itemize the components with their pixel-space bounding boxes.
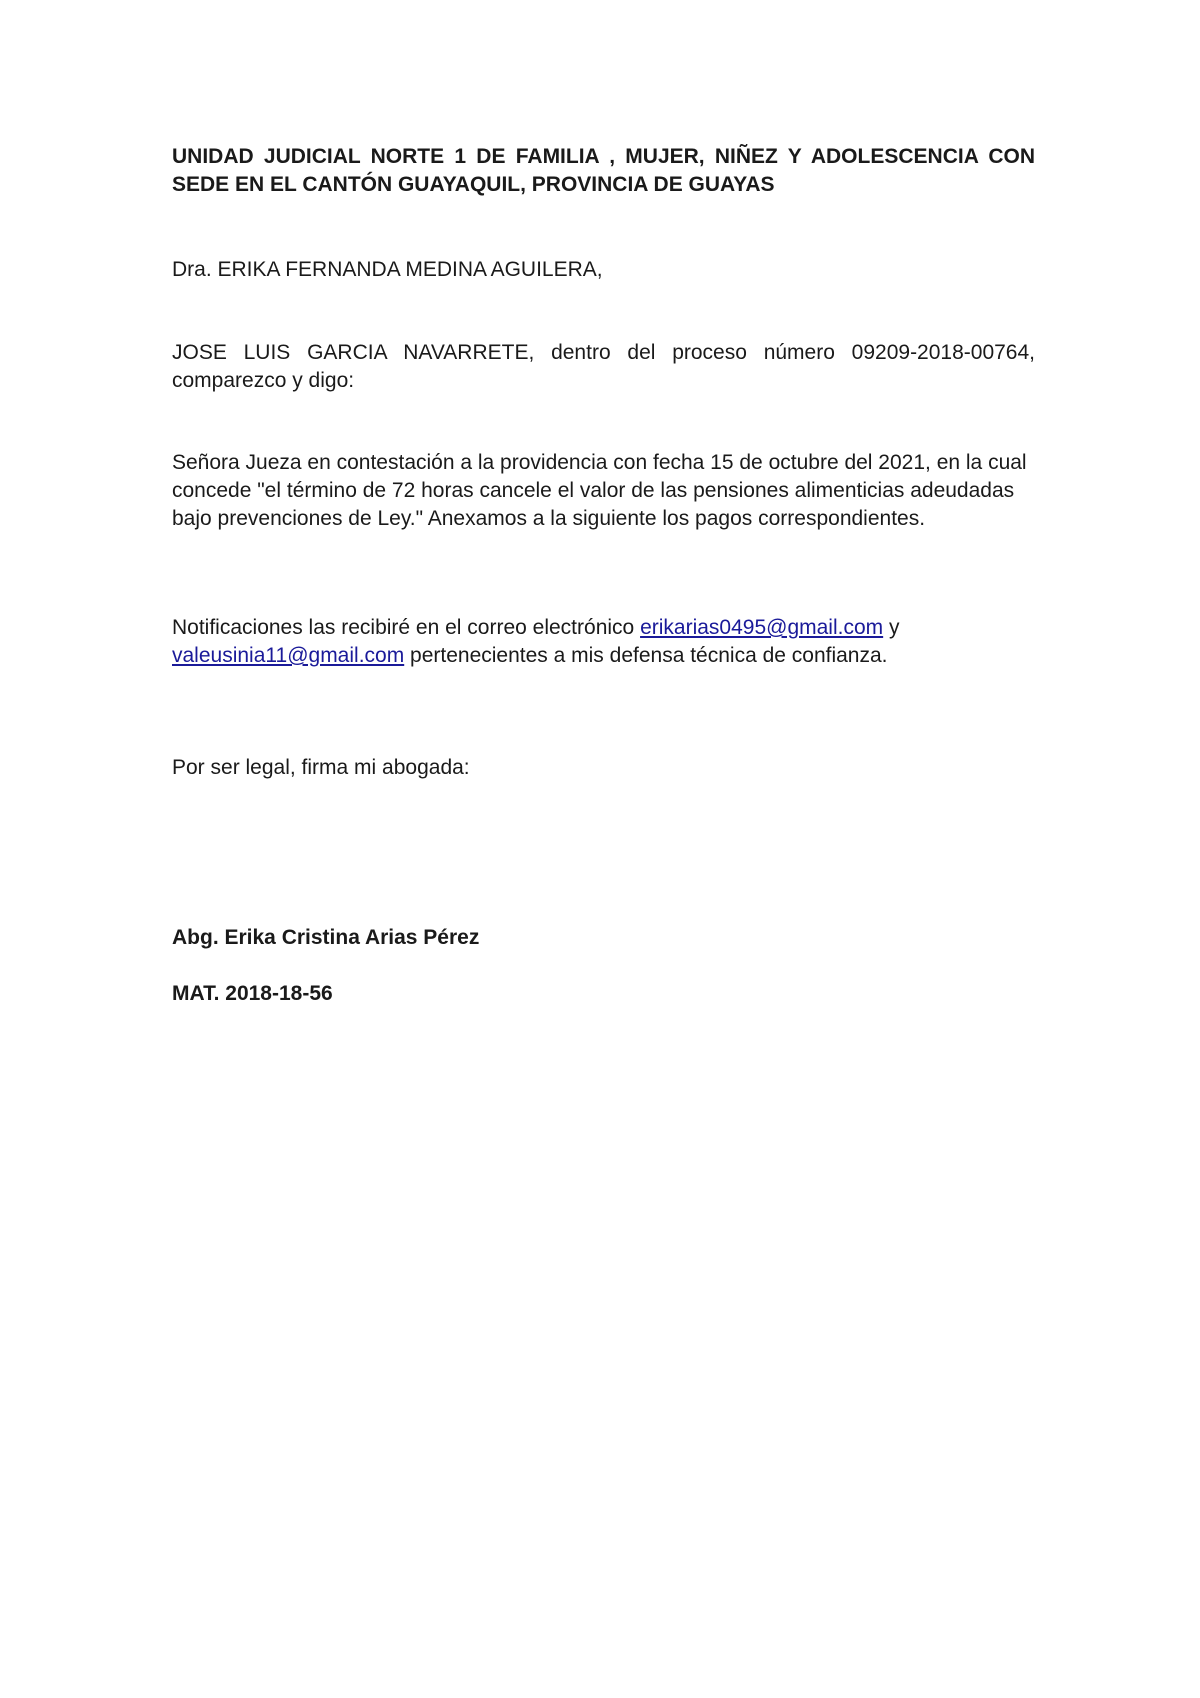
judge-name: Dra. ERIKA FERNANDA MEDINA AGUILERA, bbox=[172, 258, 603, 281]
signature-name: Abg. Erika Cristina Arias Pérez bbox=[172, 926, 480, 949]
email-link-secondary[interactable]: valeusinia11@gmail.com bbox=[172, 644, 405, 667]
court-heading: UNIDAD JUDICIAL NORTE 1 DE FAMILIA , MUJER, NIÑEZ Y ADOLESCENCIA CON SEDE EN EL CANTÓN GUAYAQUIL, PROVINCIA DE GUAYAS bbox=[172, 145, 1035, 196]
notifications-joiner: y bbox=[883, 616, 900, 639]
closing-statement: Por ser legal, firma mi abogada: bbox=[172, 756, 470, 779]
notifications-paragraph bbox=[172, 614, 1035, 670]
notifications-suffix: pertenecientes a mis defensa técnica de confianza. bbox=[404, 644, 888, 667]
signature-registration: MAT. 2018-18-56 bbox=[172, 982, 333, 1005]
appearance-paragraph: JOSE LUIS GARCIA NAVARRETE, dentro del proceso número 09209-2018-00764, comparezco y digo: bbox=[172, 341, 1035, 392]
response-paragraph: Señora Jueza en contestación a la providencia con fecha 15 de octubre del 2021, en la cual concede "el término de 72 horas cancele el valor de las pensiones alimenticias adeudadas bajo prevenciones de Ley." Anexamos a la siguiente los pagos correspondientes. bbox=[172, 451, 1027, 530]
notifications-prefix: Notificaciones las recibiré en el correo electrónico bbox=[172, 616, 641, 639]
email-link-primary[interactable]: erikarias0495@gmail.com bbox=[640, 616, 884, 639]
